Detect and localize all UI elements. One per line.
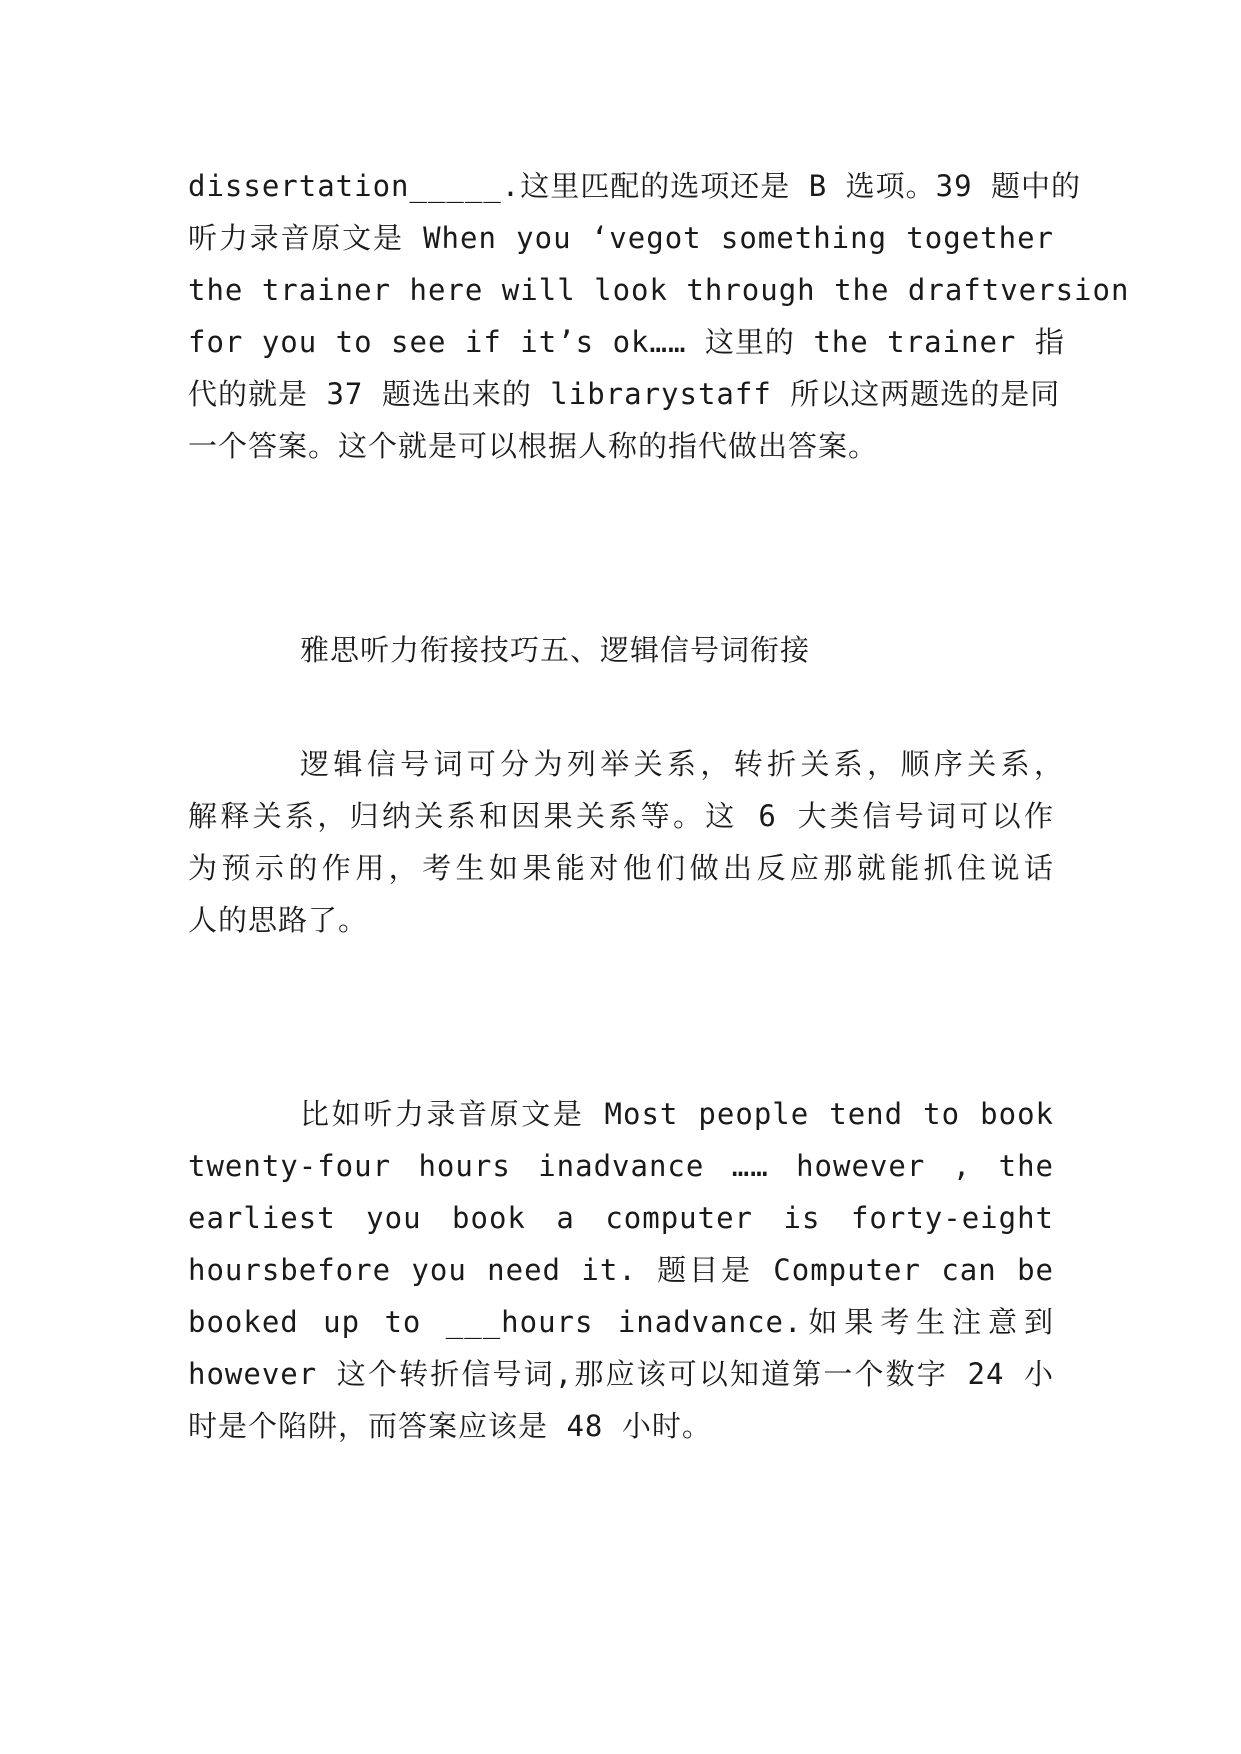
paragraph-3-line-3: earliest you book a computer is forty-eight (188, 1201, 1054, 1235)
paragraph-2-line-2: 解释关系，归纳关系和因果关系等。这 6 大类信号词可以作 (188, 799, 1054, 833)
paragraph-1-line-4: for you to see if it’s ok…… 这里的 the trainer 指 (188, 325, 1065, 359)
paragraph-3-line-4: hoursbefore you need it. 题目是 Computer can be (188, 1253, 1054, 1287)
section-heading: 雅思听力衔接技巧五、逻辑信号词衔接 (300, 633, 811, 667)
paragraph-2-line-4: 人的思路了。 (188, 903, 369, 937)
paragraph-2-line-3: 为预示的作用，考生如果能对他们做出反应那就能抓住说话 (188, 851, 1054, 885)
paragraph-1-line-1: dissertation_____.这里匹配的选项还是 B 选项。39 题中的 (188, 169, 1082, 203)
paragraph-3-line-6: however 这个转折信号词,那应该可以知道第一个数字 24 小 (188, 1357, 1054, 1391)
paragraph-3-line-1: 比如听力录音原文是 Most people tend to book (300, 1097, 1054, 1131)
paragraph-1-line-6: 一个答案。这个就是可以根据人称的指代做出答案。 (188, 429, 879, 463)
paragraph-2-line-1: 逻辑信号词可分为列举关系，转折关系，顺序关系， (300, 747, 1064, 781)
paragraph-3-line-5: booked up to ___hours inadvance.如果考生注意到 (188, 1305, 1054, 1339)
paragraph-3-line-7: 时是个陷阱，而答案应该是 48 小时。 (188, 1409, 712, 1443)
paragraph-1-line-3: the trainer here will look through the draftversion (188, 273, 1130, 307)
paragraph-1-line-2: 听力录音原文是 When you ‘vegot something together (188, 221, 1054, 255)
paragraph-1-line-5: 代的就是 37 题选出来的 librarystaff 所以这两题选的是同 (188, 377, 1061, 411)
paragraph-3-line-2: twenty-four hours inadvance …… however , the (188, 1149, 1054, 1183)
